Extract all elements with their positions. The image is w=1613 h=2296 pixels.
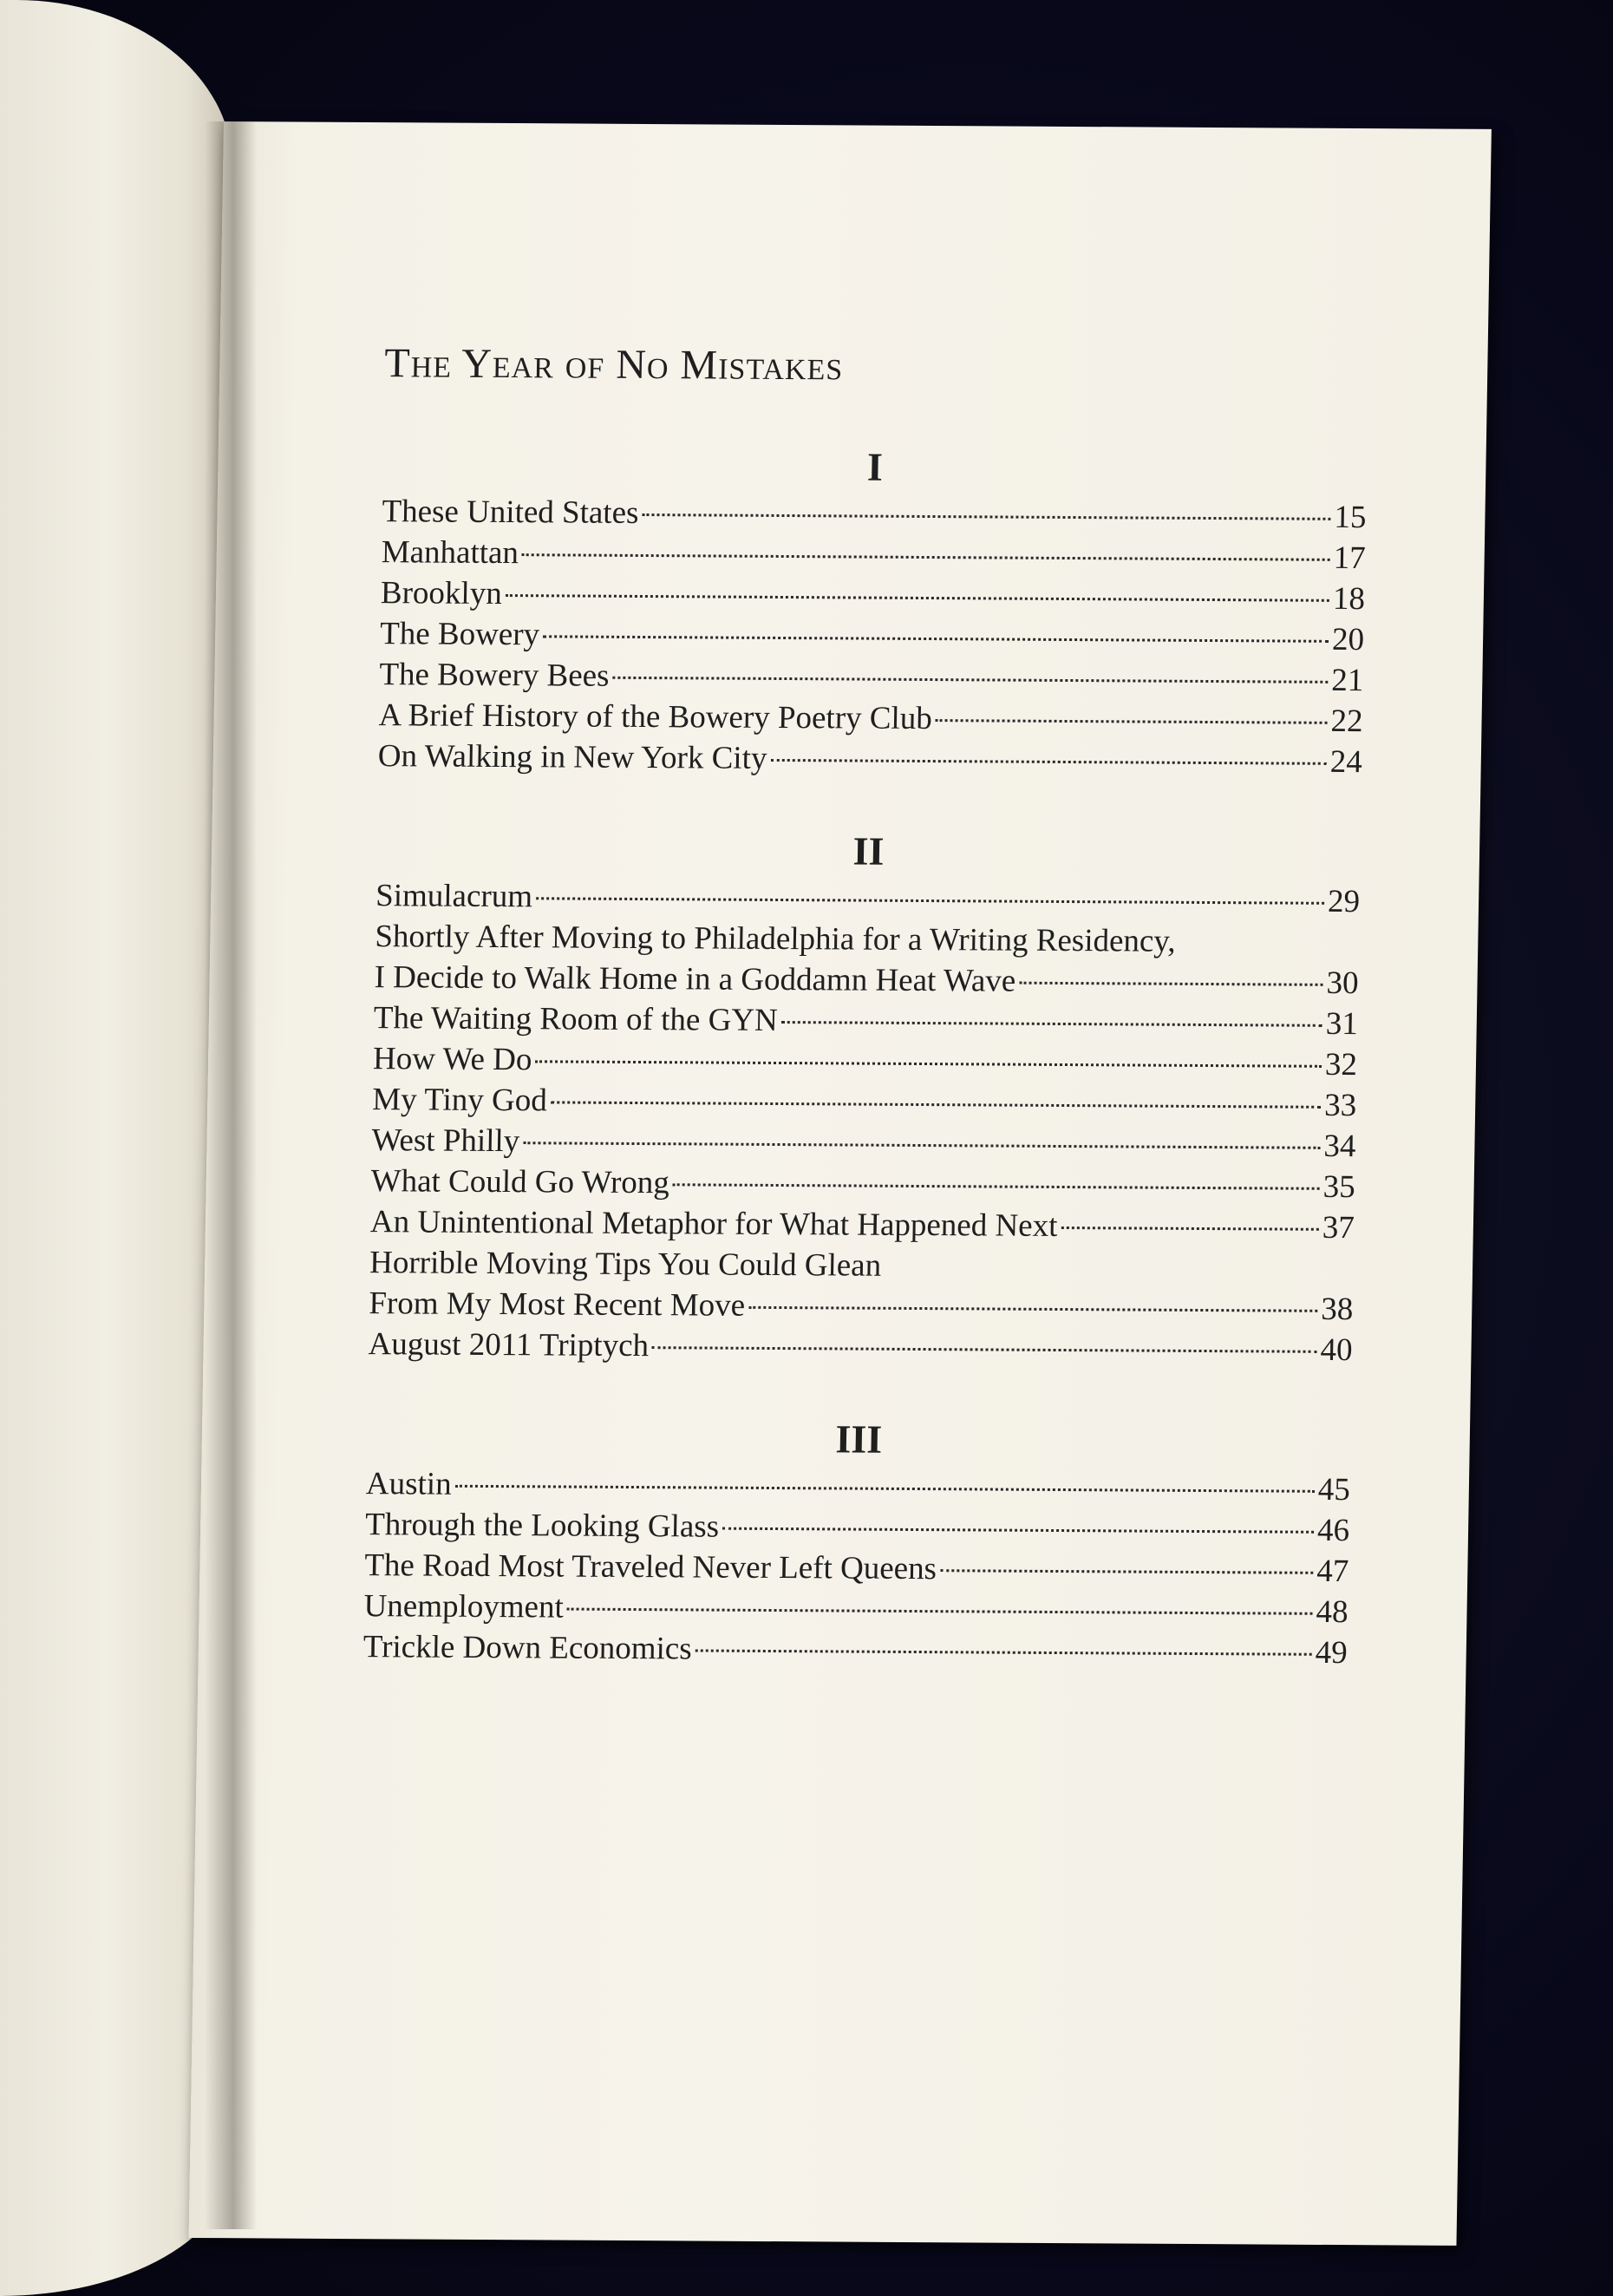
dot-leader	[1019, 982, 1322, 986]
toc-entry-title: Through the Looking Glass	[364, 1507, 720, 1545]
toc-section	[368, 825, 1361, 1370]
toc-section	[362, 1413, 1351, 1673]
toc-entry-page-number: 20	[1331, 621, 1365, 658]
dot-leader	[770, 759, 1326, 765]
toc-entry-page-number: 35	[1322, 1168, 1355, 1206]
toc-entry-page-number: 29	[1327, 883, 1361, 920]
toc-entry	[377, 736, 1362, 782]
toc-entry	[382, 491, 1367, 538]
toc-entry-title: West Philly	[371, 1122, 520, 1160]
section-numeral: I	[866, 444, 884, 489]
toc-entry-page-number: 24	[1329, 743, 1363, 781]
dot-leader	[936, 719, 1328, 724]
dot-leader	[652, 1346, 1317, 1353]
dot-leader	[567, 1608, 1313, 1615]
toc-entry-page-number: 45	[1317, 1471, 1351, 1508]
dot-leader	[551, 1101, 1321, 1108]
toc-entry-page-number: 17	[1333, 540, 1367, 577]
toc-entry	[380, 613, 1365, 660]
toc-entry-title-first-line: Shortly After Moving to Philadelphia for a Writing Residency,	[375, 919, 1177, 959]
toc-entry-page-number: 18	[1332, 580, 1366, 618]
toc-entry-page-number: 31	[1325, 1005, 1359, 1043]
toc-entry	[370, 1201, 1355, 1248]
toc-entry-title: On Walking in New York City	[377, 738, 767, 776]
dot-leader	[695, 1649, 1312, 1655]
toc-entry	[381, 572, 1366, 619]
toc-entry-title: The Bowery Bees	[379, 657, 610, 694]
toc-entry	[373, 998, 1358, 1044]
toc-entry	[363, 1586, 1349, 1632]
dot-leader	[455, 1485, 1315, 1493]
dot-leader	[722, 1527, 1314, 1534]
toc-entry	[365, 1504, 1350, 1551]
dot-leader	[673, 1183, 1320, 1190]
toc-entry-title: These United States	[382, 494, 639, 531]
toc-entry-page-number: 15	[1334, 499, 1367, 536]
toc-entry-title: Brooklyn	[380, 575, 503, 612]
toc-sections	[362, 441, 1367, 1673]
table-of-contents	[362, 339, 1369, 1722]
toc-entry-page-number: 33	[1323, 1087, 1357, 1124]
toc-entry-page-number: 46	[1316, 1512, 1350, 1549]
toc-entry-title: Austin	[365, 1466, 452, 1502]
toc-entry-title: How We Do	[372, 1041, 532, 1078]
dot-leader	[535, 1060, 1322, 1068]
toc-entry	[370, 1161, 1355, 1207]
toc-entry-title: I Decide to Walk Home in a Goddamn Heat Wave	[374, 959, 1016, 999]
page-title: The Year of No Mistakes	[383, 340, 844, 389]
toc-entry-title: The Bowery	[379, 616, 540, 653]
dot-leader	[536, 897, 1324, 905]
toc-entry-page-number: 30	[1326, 965, 1359, 1002]
dot-leader	[543, 635, 1329, 643]
dot-leader	[612, 677, 1328, 684]
toc-entry-title: August 2011 Triptych	[368, 1326, 650, 1364]
toc-entry-page-number: 47	[1316, 1553, 1349, 1590]
toc-entry-page-number: 22	[1330, 703, 1363, 740]
dot-leader	[522, 553, 1330, 561]
toc-entry-page-number: 21	[1331, 662, 1364, 699]
toc-entry	[378, 695, 1363, 742]
toc-section	[377, 441, 1367, 782]
toc-entry-page-number: 48	[1316, 1593, 1349, 1631]
dot-leader	[940, 1569, 1313, 1574]
toc-entry	[372, 1079, 1357, 1126]
gutter-shadow	[205, 121, 257, 2229]
dot-leader	[781, 1021, 1322, 1027]
book-page	[189, 121, 1492, 2246]
dot-leader	[642, 513, 1330, 520]
toc-entry-page-number: 49	[1315, 1634, 1349, 1671]
toc-entry-title: An Unintentional Metaphor for What Happened Next	[369, 1204, 1058, 1244]
dot-leader	[1061, 1226, 1318, 1231]
toc-entry-title: Trickle Down Economics	[362, 1629, 693, 1667]
toc-entry	[379, 654, 1364, 701]
toc-entry	[375, 875, 1361, 922]
toc-entry-page-number: 32	[1324, 1046, 1358, 1083]
toc-entry-page-number: 37	[1322, 1209, 1355, 1246]
toc-entry-title: Unemployment	[363, 1588, 565, 1626]
toc-entry-page-number: 34	[1323, 1128, 1356, 1165]
toc-entry	[381, 532, 1366, 579]
toc-entry-title: The Waiting Room of the GYN	[373, 1000, 779, 1038]
toc-entry	[368, 1324, 1353, 1370]
toc-entry-title: The Road Most Traveled Never Left Queens	[364, 1547, 937, 1587]
toc-entry	[369, 1283, 1354, 1330]
dot-leader	[506, 594, 1329, 602]
toc-entry-title-first-line: Horrible Moving Tips You Could Glean	[369, 1245, 882, 1284]
toc-entry-title: My Tiny God	[371, 1082, 548, 1119]
toc-entry	[373, 1038, 1358, 1085]
toc-entry-page-number: 38	[1320, 1291, 1354, 1328]
dot-leader	[523, 1141, 1320, 1149]
toc-entry-title: Simulacrum	[375, 878, 533, 915]
toc-entry-title: A Brief History of the Bowery Poetry Club	[378, 697, 933, 737]
section-numeral: II	[852, 828, 885, 873]
toc-entry-title: What Could Go Wrong	[370, 1163, 670, 1201]
toc-entry	[371, 1120, 1356, 1167]
toc-entry	[374, 957, 1359, 1004]
toc-entry	[362, 1626, 1348, 1673]
dot-leader	[748, 1306, 1317, 1312]
toc-entry	[366, 1463, 1351, 1510]
toc-entry-title: Manhattan	[381, 534, 519, 572]
toc-entry-title: From My Most Recent Move	[369, 1285, 746, 1324]
toc-entry	[364, 1545, 1349, 1592]
toc-entry-page-number: 40	[1320, 1331, 1353, 1369]
section-numeral: III	[835, 1416, 883, 1462]
